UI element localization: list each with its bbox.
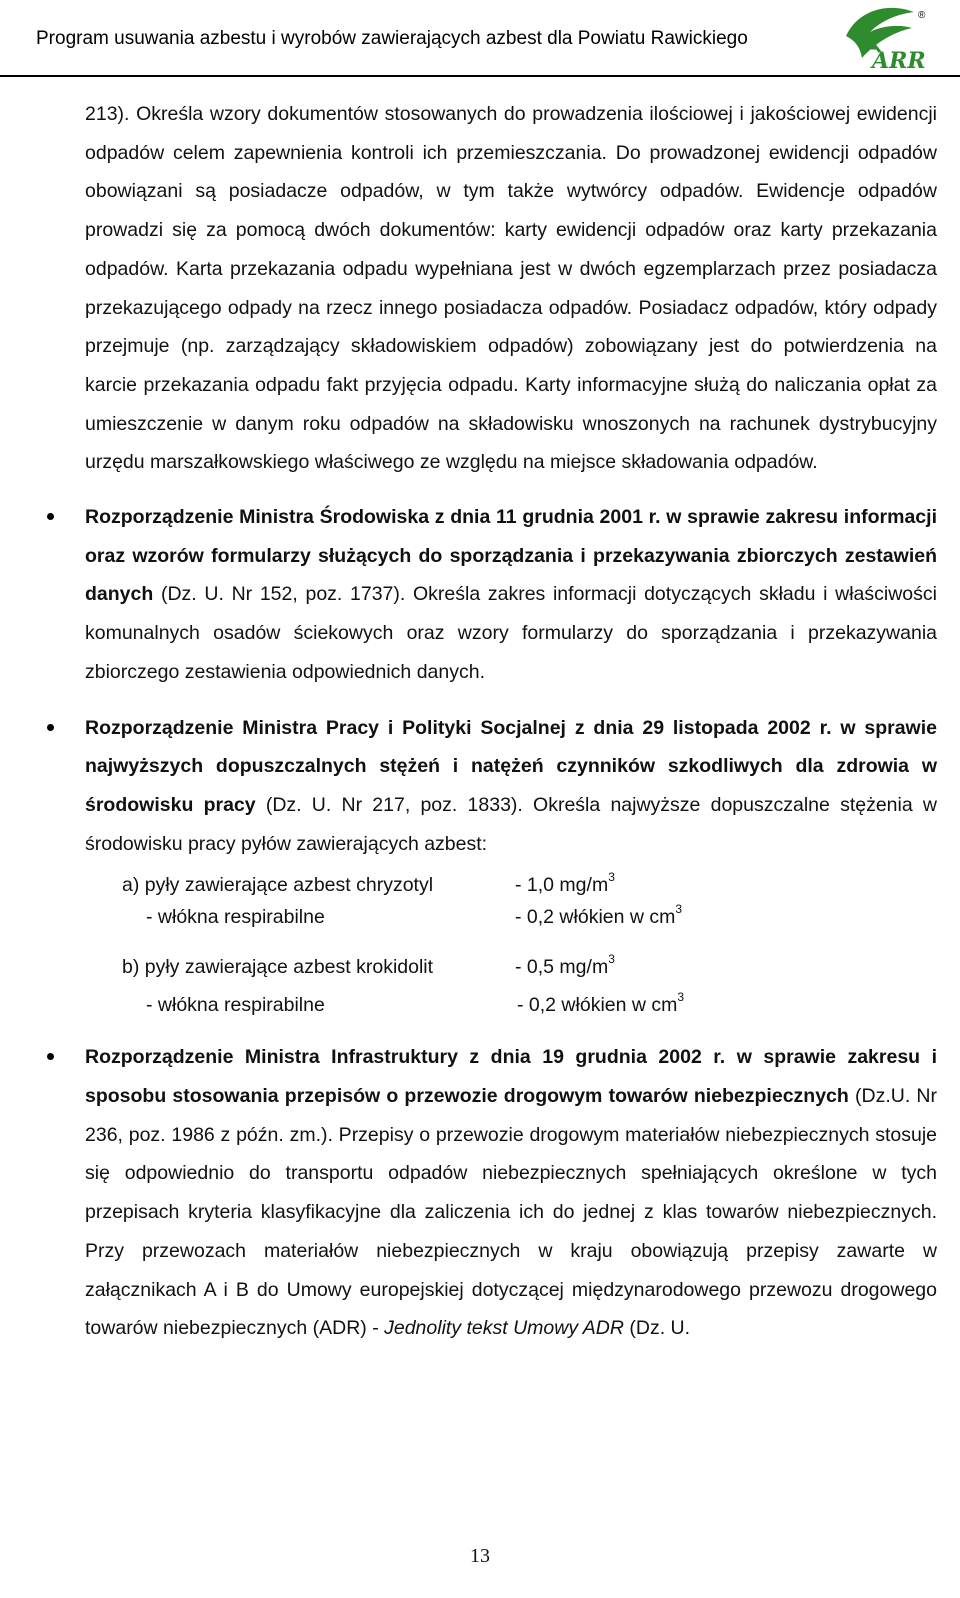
adr-title: Jednolity tekst Umowy ADR [384,1317,624,1340]
regulation-reference: (Dz. U. [623,1317,691,1340]
document-body [85,95,937,1348]
limit-label: - włókna respirabilne [146,994,325,1017]
regulation-title: Rozporządzenie Ministra Pracy i Polityki Socjalnej z dnia 29 listopada 2002 r. w sprawie najwyższych dopuszczalnych stężeń i natężeń czynników szkodliwych dla zdrowia w środowisku pracy [85,716,937,816]
bullet-text [85,1038,937,1348]
regulation-title: Rozporządzenie Ministra Środowiska z dnia 11 grudnia 2001 r. w sprawie zakresu informacji oraz wzorów formularzy służących do sporządzania i przekazywania zbiorczych zestawień danych [85,506,937,606]
header-title: Program usuwania azbestu i wyrobów zawierających azbest dla Powiatu Rawickiego [36,28,748,49]
bullet-text [85,498,937,692]
page-header [0,0,960,78]
limit-value: - 0,2 włókien w $cm^3$ [517,989,685,1017]
limit-label: b) pyły zawierające azbest krokidolit [122,956,434,979]
logo-text: ARR [872,48,926,74]
bullet-rozporzadzenie-infrastruktury [85,1038,937,1348]
arr-logo-icon [836,2,932,74]
limit-label: - włókna respirabilne [146,906,325,929]
bullet-dot [47,1053,54,1060]
paragraph-ewidencja: 213). Określa wzory dokumentów stosowanych do prowadzenia ilościowej i jakościowej ewidencji odpadów celem zapewnienia kontroli ich przemieszczania. Do prowadzonej ewidencji odpadów obowiązani są posiadacze odpadów, w tym także wytwórcy odpadów. Ewidencje odpadów prowadzi się za pomocą dwóch dokumentów: karty ewidencji odpadów oraz karty przekazania odpadów. Karta przekazania odpadu wypełniana jest w dwóch egzemplarzach przez posiadacza przekazującego odpady na rzecz innego posiadacza odpadów. Posiadacz odpadów, który odpady przejmuje (np. zarządzający składowiskiem odpadów) zobowiązany jest do potwierdzenia na karcie przekazania odpadu fakt przyjęcia odpadu. Karty informacyjne służą do naliczania opłat za umieszczenie w danym roku odpadów na składowisku wnoszonych na rachunek dystrybucyjny urzędu marszałkowskiego właściwego ze względu na miejsce składowania odpadów. [85,103,937,474]
bullet-rozporzadzenie-pracy [85,709,937,1025]
bullet-dot [47,513,54,520]
regulation-description: (Dz.U. Nr 236, poz. 1986 z późn. zm.). Przepisy o przewozie drogowym materiałów niebezpiecznych stosuje się odpowiednio do transportu odpadów niebezpiecznych spełniających określone w tych przepisach kryteria klasyfikacyjne dla zaliczenia ich do jednej z klas towarów niebezpiecznych. Przy przewozach materiałów niebezpiecznych w kraju obowiązują przepisy zawarte w załącznikach A i B do Umowy europejskiej dotyczącej międzynarodowego przewozu drogowego towarów niebezpiecznych (ADR) - [85,1085,937,1340]
limit-row [85,986,937,1024]
limit-row [85,898,937,936]
bullet-dot [47,724,54,731]
regulation-title: Rozporządzenie Ministra Infrastruktury z dnia 19 grudnia 2002 r. w sprawie zakresu i sposobu stosowania przepisów o przewozie drogowym towarów niebezpiecznych [85,1046,937,1108]
limit-value: - 1,0 $mg/m^3$ [515,869,615,897]
header-rule [0,75,960,77]
limit-value: - 0,5 $mg/m^3$ [515,951,615,979]
registered-mark: ® [918,10,926,21]
limit-value: - 0,2 włókien w $cm^3$ [515,901,683,929]
limit-row [85,948,937,986]
limit-label: a) pyły zawierające azbest chryzotyl [122,874,434,897]
bullet-text [85,709,937,864]
regulation-description: (Dz. U. Nr 152, poz. 1737). Określa zakres informacji dotyczących składu i właściwości komunalnych osadów ściekowych oraz wzory formularzy do sporządzania i przekazywania zbiorczego zestawienia odpowiednich danych. [85,583,937,683]
page-number: 13 [470,1545,490,1567]
bullet-rozporzadzenie-srodowiska [85,498,937,692]
regulation-description: (Dz. U. Nr 217, poz. 1833). Określa najwyższe dopuszczalne stężenia w środowisku pracy pyłów zawierających azbest: [85,793,937,855]
